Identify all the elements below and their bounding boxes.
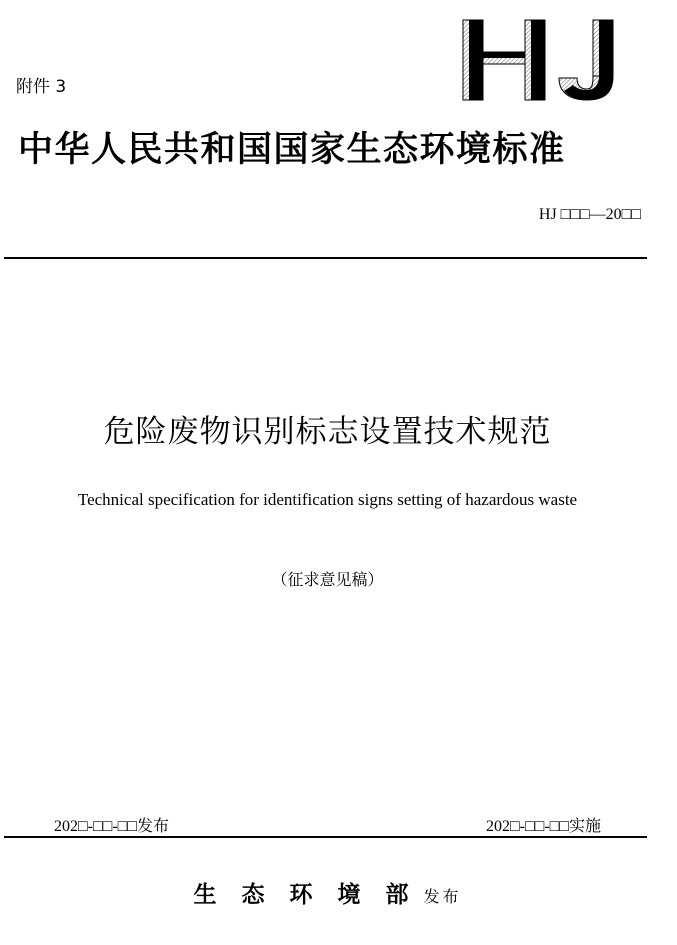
standard-title: 中华人民共和国国家生态环境标准 xyxy=(18,129,566,170)
issuer-suffix: 发布 xyxy=(423,887,462,906)
issuer-line xyxy=(0,876,655,909)
issuer-name: 生态环境部 xyxy=(193,881,434,908)
hj-standard-logo xyxy=(461,18,619,102)
header-divider xyxy=(4,257,647,259)
publish-date: 202□-□□-□□发布 xyxy=(54,818,169,835)
standard-number: HJ □□□—20□□ xyxy=(538,206,641,223)
implementation-date: 202□-□□-□□实施 xyxy=(486,818,601,835)
document-title: 危险废物识别标志设置技术规范 xyxy=(103,414,552,450)
document-title-english: Technical specification for identification signs setting of hazardous waste xyxy=(77,490,578,509)
draft-status-label: （征求意见稿） xyxy=(271,570,384,589)
footer-divider xyxy=(4,836,647,838)
attachment-label: 附件 3 xyxy=(16,77,67,97)
